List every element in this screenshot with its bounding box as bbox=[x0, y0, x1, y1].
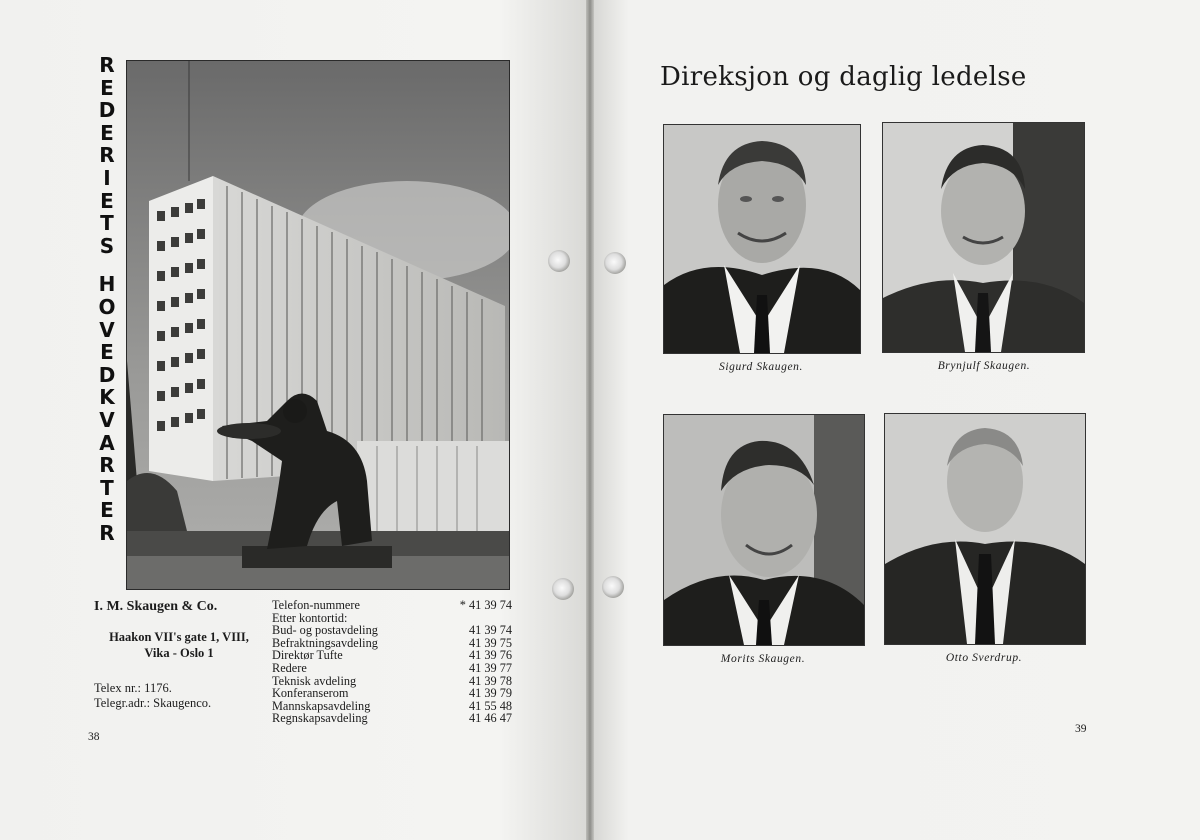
phone-label: Konferanserom bbox=[272, 686, 349, 701]
binder-hole bbox=[604, 252, 626, 274]
portrait-caption: Sigurd Skaugen. bbox=[719, 361, 803, 373]
phone-label: Befraktningsavdeling bbox=[272, 635, 378, 650]
heading-letter: V bbox=[99, 407, 115, 432]
phone-row bbox=[272, 712, 512, 725]
heading-letter: V bbox=[99, 317, 115, 342]
phone-row bbox=[272, 687, 512, 700]
company-name: I. M. Skaugen & Co. bbox=[94, 599, 218, 614]
phone-number: 41 55 48 bbox=[468, 698, 512, 713]
phone-label: Direktør Tufte bbox=[272, 648, 343, 663]
heading-letter: E bbox=[100, 188, 114, 213]
phone-label: Teknisk avdeling bbox=[272, 673, 357, 688]
company-address bbox=[94, 629, 264, 661]
phone-number: 41 39 74 bbox=[468, 623, 512, 638]
phone-label: Bud- og postavdeling bbox=[272, 623, 378, 638]
heading-letter: T bbox=[100, 475, 114, 500]
phone-row bbox=[272, 662, 512, 675]
heading-letter: E bbox=[100, 498, 114, 523]
phone-number: 41 39 75 bbox=[468, 635, 512, 650]
phone-label: Redere bbox=[272, 660, 307, 675]
phone-number: 41 39 76 bbox=[468, 648, 512, 663]
portrait-caption: Brynjulf Skaugen. bbox=[937, 360, 1031, 372]
binder-hole bbox=[602, 576, 624, 598]
phone-number: 41 39 79 bbox=[468, 686, 512, 701]
phone-row bbox=[272, 599, 512, 612]
phone-number: 41 39 77 bbox=[468, 660, 512, 675]
heading-letter: I bbox=[103, 165, 111, 190]
phone-number: * 41 39 74 bbox=[459, 598, 512, 612]
phone-row bbox=[272, 624, 512, 637]
portrait-photo bbox=[663, 414, 865, 646]
portrait-caption: Otto Sverdrup. bbox=[945, 652, 1023, 664]
portrait-photo bbox=[884, 413, 1086, 645]
binder-hole bbox=[548, 250, 570, 272]
binder-hole bbox=[552, 578, 574, 600]
address-line: Vika - Oslo 1 bbox=[144, 646, 214, 660]
phone-number: 41 46 47 bbox=[468, 711, 512, 726]
heading-letter: R bbox=[99, 53, 115, 77]
heading-letter: D bbox=[98, 98, 116, 123]
telex-number: Telex nr.: 1176. bbox=[94, 681, 172, 695]
portrait-caption: Morits Skaugen. bbox=[720, 653, 806, 665]
page-heading: Direksjon og daglig ledelse bbox=[660, 62, 1027, 92]
heading-letter: A bbox=[99, 430, 115, 455]
heading-letter: E bbox=[100, 75, 114, 100]
portrait-photo bbox=[663, 124, 861, 354]
heading-letter: R bbox=[99, 520, 115, 545]
address-line: Haakon VII's gate 1, VIII, bbox=[109, 630, 249, 644]
phone-number: 41 39 78 bbox=[468, 673, 512, 688]
vertical-heading bbox=[92, 54, 122, 544]
phone-label: Mannskapsavdeling bbox=[272, 698, 371, 713]
heading-letter: E bbox=[100, 340, 114, 365]
page-number-left: 38 bbox=[88, 731, 100, 743]
book-gutter bbox=[586, 0, 594, 840]
heading-letter: E bbox=[100, 120, 114, 145]
phone-label: Telefon-nummere bbox=[272, 598, 360, 612]
heading-letter: K bbox=[99, 385, 115, 410]
page-number-right: 39 bbox=[1075, 723, 1087, 735]
heading-letter: S bbox=[99, 233, 115, 258]
phone-label: Etter kontortid: bbox=[272, 610, 348, 625]
company-info bbox=[94, 599, 264, 711]
heading-letter: O bbox=[98, 294, 116, 319]
headquarters-photo bbox=[126, 60, 510, 590]
phone-label: Regnskapsavdeling bbox=[272, 711, 368, 726]
heading-letter: H bbox=[98, 272, 116, 297]
heading-letter: T bbox=[100, 211, 114, 236]
heading-letter: R bbox=[99, 453, 115, 478]
portrait-photo bbox=[882, 122, 1085, 353]
phone-list bbox=[272, 599, 512, 725]
telegram-address: Telegr.adr.: Skaugenco. bbox=[94, 696, 212, 710]
heading-letter: D bbox=[98, 362, 116, 387]
heading-letter: R bbox=[99, 143, 115, 168]
